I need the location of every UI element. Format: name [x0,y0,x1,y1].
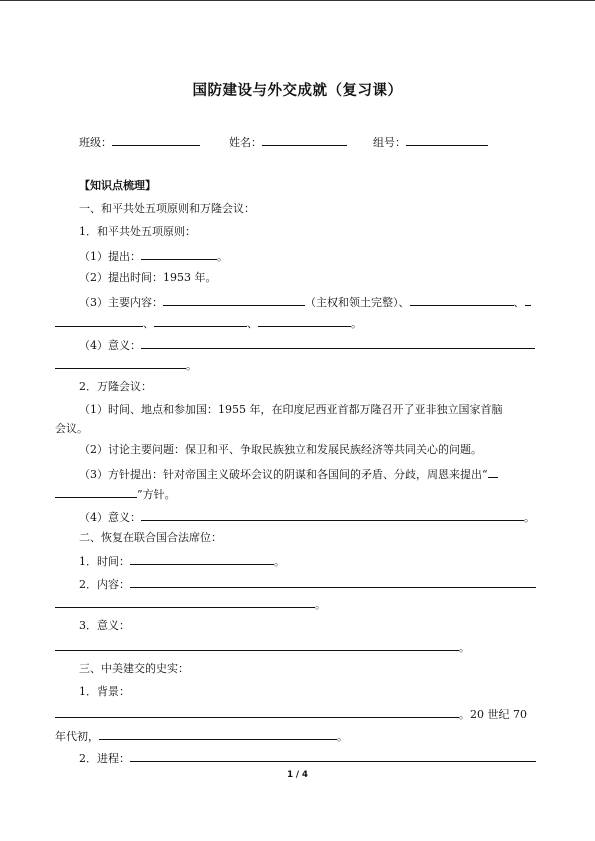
name-field [229,134,347,150]
group-label: 组号： [373,136,406,149]
section-heading: 【知识点梳理】 [79,179,156,192]
top-border-line [0,0,595,1]
part1-item3-cont [55,315,362,331]
bg-blank-1[interactable] [55,706,459,718]
item1-blank[interactable] [141,248,217,260]
bg-blank-2[interactable] [99,728,337,740]
item3-blank-3[interactable] [525,294,531,306]
wl4-label: （4）意义： [79,511,141,524]
item3-blank-1[interactable] [163,294,305,306]
part1-sub2: 2．万隆会议： [79,380,152,393]
item3-end: 。 [351,317,362,330]
item1-label: （1）提出： [79,250,141,263]
item3-blank-2[interactable] [410,294,514,306]
class-label: 班级： [79,136,112,149]
part2-heading: 二、恢复在联合国合法席位： [79,531,222,544]
wl2-line: （2）讨论主要问题：保卫和平、争取民族独立和发展民族经济等共同关心的问题。 [79,443,482,456]
part3-bg-cont [55,728,348,744]
time-blank[interactable] [130,553,274,565]
time-end: 。 [274,555,285,568]
content-blank-1[interactable] [130,576,536,588]
name-blank[interactable] [262,134,347,146]
item1-end: 。 [217,250,228,263]
part3-progress [79,750,536,766]
wl3-line1 [79,466,498,482]
part1-item1 [79,248,228,264]
wl3-blank-2[interactable] [55,486,137,498]
group-field [373,134,488,150]
wl3-text: （3）方针提出：针对帝国主义破坏会议的阴谋和各国间的矛盾、分歧，周恩来提出“ [79,468,488,481]
name-label: 姓名： [229,136,262,149]
item3-sep-3: 、 [247,317,258,330]
class-blank[interactable] [112,134,200,146]
page-title: 国防建设与外交成就（复习课） [192,83,403,99]
item4-blank-2[interactable] [55,357,186,369]
part1-item4 [79,337,535,353]
content-blank-2[interactable] [55,596,315,608]
part2-meaning-cont [55,639,470,655]
content-label: 2．内容： [79,578,130,591]
part2-meaning: 3．意义： [79,619,130,632]
time-label: 1．时间： [79,555,130,568]
item4-end: 。 [186,359,197,372]
item3-note: （主权和领土完整）、 [305,296,410,309]
part1-item3 [79,294,531,310]
wl3-end: ”方针。 [137,488,176,501]
meaning-blank[interactable] [55,639,459,651]
part1-item4-cont [55,357,197,373]
page-number: 1 / 4 [287,770,308,780]
content-end: 。 [315,598,326,611]
group-blank[interactable] [406,134,488,146]
class-field [79,134,200,150]
bg-end: 。 [337,730,348,743]
bg-tail: 。20 世纪 70 [459,708,527,721]
meaning-end: 。 [459,641,470,654]
item3-blank-6[interactable] [258,315,351,327]
part3-bg: 1．背景： [79,685,130,698]
part3-bg-line [55,706,527,722]
progress-blank[interactable] [130,750,536,762]
item3-label: （3）主要内容： [79,296,163,309]
part3-heading: 三、中美建交的史实： [79,662,189,675]
item4-label: （4）意义： [79,339,141,352]
progress-label: 2．进程： [79,752,130,765]
wl3-blank-1[interactable] [488,466,498,478]
item3-sep-1: 、 [513,296,525,309]
part1-sub1: 1．和平共处五项原则： [79,225,196,238]
wl4-blank[interactable] [141,509,524,521]
item4-blank-1[interactable] [141,337,535,349]
part1-item2: （2）提出时间：1953 年。 [79,271,217,284]
wl3-line2 [55,486,176,502]
wl1-line2: 会议。 [55,422,88,435]
item3-blank-5[interactable] [154,315,247,327]
bg-cont-label: 年代初， [55,730,99,743]
part2-content-cont [55,596,326,612]
wl4-end: 。 [524,511,535,524]
item3-sep-2: 、 [143,317,154,330]
wl4-line [79,509,535,525]
part1-heading: 一、和平共处五项原则和万隆会议： [79,202,255,215]
part2-time [79,553,285,569]
wl1-line1: （1）时间、地点和参加国：1955 年，在印度尼西亚首都万隆召开了亚非独立国家首脑 [79,403,503,416]
item3-blank-4[interactable] [55,315,143,327]
part2-content [79,576,536,592]
